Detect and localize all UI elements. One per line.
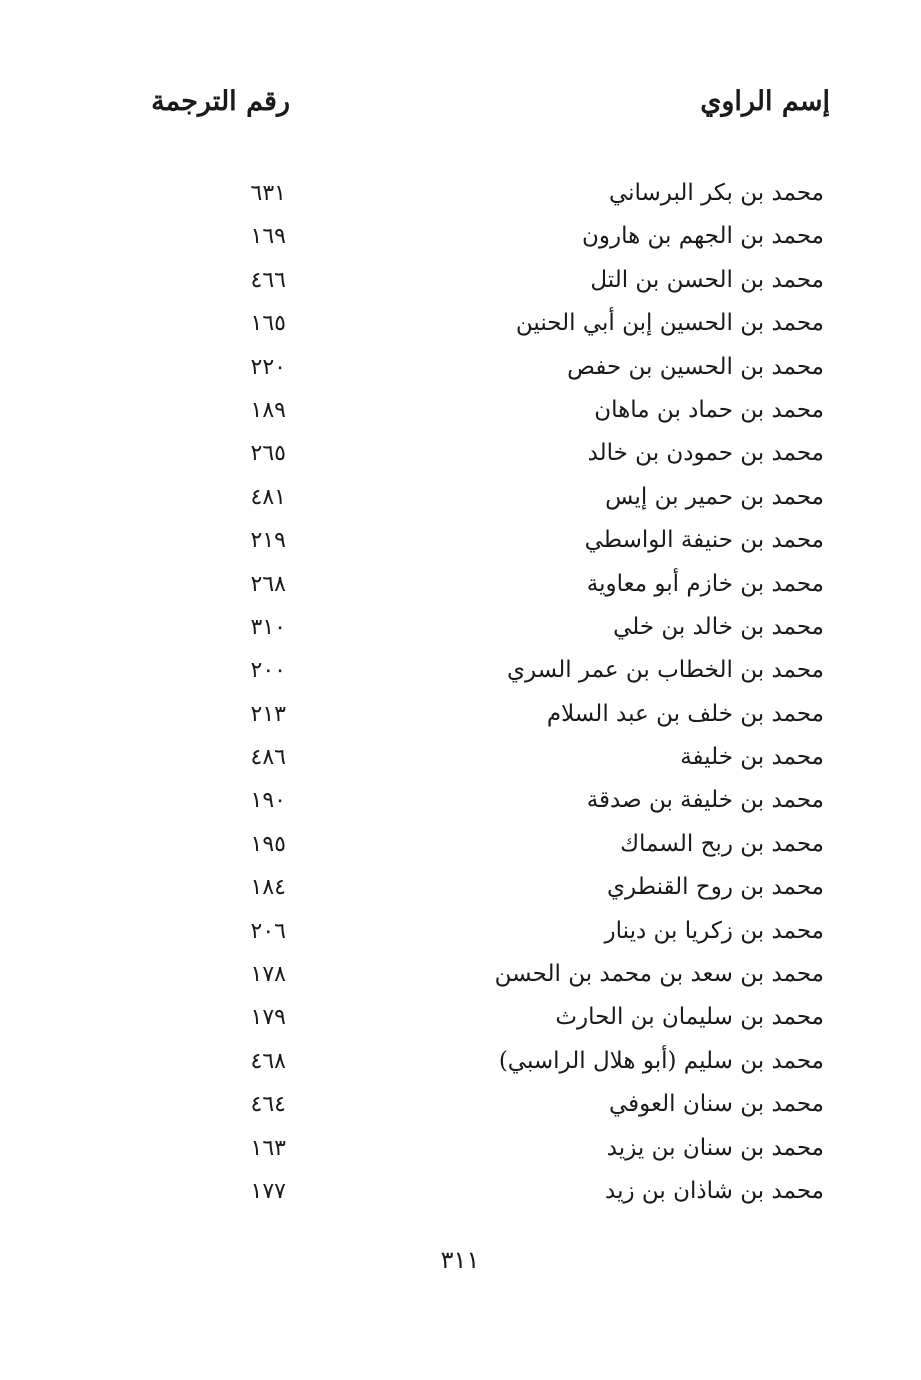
- list-item: [180, 1040, 830, 1083]
- list-item: [180, 823, 830, 866]
- narrator-name: محمد بن زكريا بن دينار: [604, 917, 824, 944]
- biography-number: ١٩٥: [250, 831, 286, 857]
- narrator-name-heading: إسم الراوي: [700, 86, 830, 117]
- biography-number: ٤٨١: [250, 484, 286, 510]
- narrator-name: محمد بن الحسين إبن أبي الحنين: [515, 310, 824, 337]
- narrator-name: محمد بن سليم (أبو هلال الراسبي): [498, 1047, 824, 1074]
- list-item: [180, 476, 830, 519]
- biography-number: ١٨٤: [250, 875, 286, 901]
- list-item: [180, 693, 830, 736]
- narrator-name: محمد بن حمير بن إيس: [605, 483, 824, 510]
- narrator-name: محمد بن سليمان بن الحارث: [555, 1004, 824, 1031]
- narrator-name: محمد بن ربح السماك: [620, 830, 824, 857]
- list-item: [180, 779, 830, 822]
- list-item: [180, 172, 830, 215]
- biography-number: ٢٠٦: [250, 918, 286, 944]
- biography-number: ٤٨٦: [250, 745, 286, 771]
- biography-number: ٣١٠: [250, 614, 286, 640]
- narrator-name: محمد بن سنان العوفي: [608, 1091, 824, 1118]
- biography-number: ٦٣١: [250, 181, 286, 206]
- biography-number: ١٨٩: [250, 397, 286, 423]
- biography-number: ٢١٩: [250, 528, 286, 554]
- biography-number: ١٦٩: [250, 224, 286, 250]
- narrator-name: محمد بن خليفة: [680, 744, 824, 771]
- list-item: [180, 996, 830, 1039]
- list-item: [180, 606, 830, 649]
- narrator-name: محمد بن الخطاب بن عمر السري: [506, 657, 824, 684]
- narrator-name: محمد بن خليفة بن صدقة: [586, 787, 824, 814]
- narrator-name: محمد بن خالد بن خلي: [613, 613, 824, 640]
- narrator-name: محمد بن سعد بن محمد بن الحسن: [494, 961, 824, 988]
- narrator-name: محمد بن حماد بن ماهان: [594, 396, 824, 423]
- narrator-name: محمد بن روح القنطري: [607, 874, 824, 901]
- narrator-name: محمد بن بكر البرساني: [608, 180, 824, 206]
- narrator-name: محمد بن خلف بن عبد السلام: [546, 700, 824, 727]
- narrator-name: محمد بن شاذان بن زيد: [605, 1177, 824, 1204]
- list-item: [180, 1127, 830, 1170]
- biography-number: ٢٢٠: [250, 354, 286, 380]
- biography-number: ٢٠٠: [250, 658, 286, 684]
- biography-number: ٢٦٨: [250, 571, 286, 597]
- narrator-name: محمد بن الحسين بن حفص: [567, 353, 824, 380]
- narrator-name: محمد بن حنيفة الواسطي: [584, 527, 824, 554]
- narrator-name: محمد بن الحسن بن التل: [590, 266, 824, 293]
- list-item: [180, 302, 830, 345]
- list-item: [180, 346, 830, 389]
- biography-number: ٢٦٥: [250, 441, 286, 467]
- list-item: [180, 215, 830, 258]
- biography-number: ١٧٨: [250, 962, 286, 988]
- list-item: [180, 866, 830, 909]
- biography-number: ٤٦٦: [250, 267, 286, 293]
- narrator-list: [180, 172, 830, 1213]
- biography-number: ١٦٥: [250, 311, 286, 337]
- page-number: ٣١١: [440, 1246, 480, 1274]
- biography-number-heading: رقم الترجمة: [151, 86, 290, 117]
- list-item: [180, 953, 830, 996]
- list-item: [180, 519, 830, 562]
- biography-number: ١٧٩: [250, 1005, 286, 1031]
- narrator-name: محمد بن حمودن بن خالد: [587, 440, 824, 467]
- list-item: [180, 432, 830, 475]
- narrator-name: محمد بن الجهم بن هارون: [582, 223, 824, 250]
- list-item: [180, 1083, 830, 1126]
- list-item: [180, 259, 830, 302]
- biography-number: ١٧٧: [250, 1178, 286, 1204]
- narrator-name: محمد بن خازم أبو معاوية: [586, 570, 824, 597]
- column-header: [151, 86, 830, 130]
- biography-number: ٢١٣: [250, 701, 286, 727]
- biography-number: ١٦٣: [250, 1135, 286, 1161]
- list-item: [180, 563, 830, 606]
- list-item: [180, 389, 830, 432]
- list-item: [180, 1170, 830, 1213]
- biography-number: ٤٦٨: [250, 1048, 286, 1074]
- list-item: [180, 736, 830, 779]
- biography-number: ٤٦٤: [250, 1092, 286, 1118]
- list-item: [180, 649, 830, 692]
- narrator-name: محمد بن سنان بن يزيد: [606, 1134, 824, 1161]
- list-item: [180, 910, 830, 953]
- biography-number: ١٩٠: [250, 788, 286, 814]
